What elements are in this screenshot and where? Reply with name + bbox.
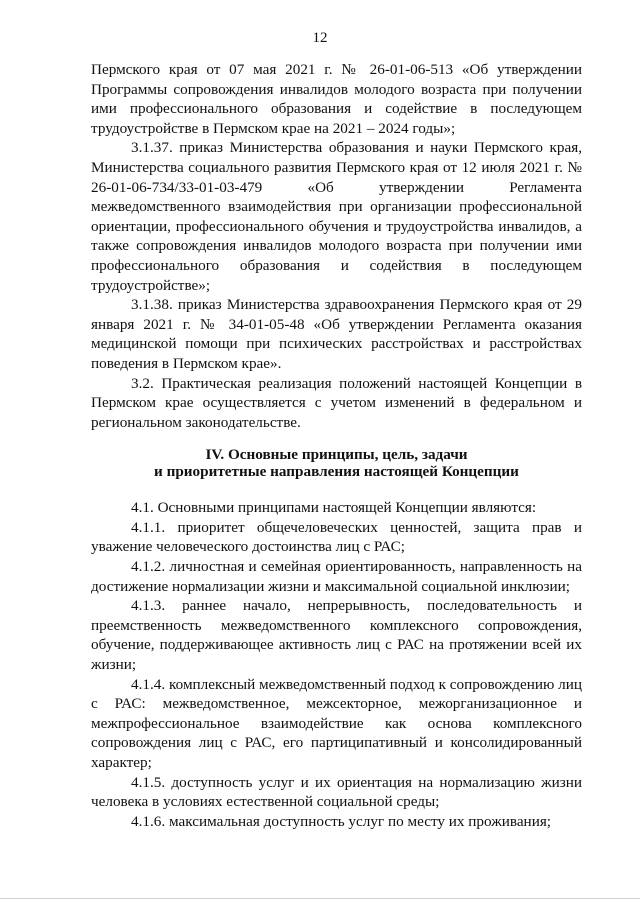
page-content	[91, 60, 582, 831]
section-heading-line-1: IV. Основные принципы, цель, задачи	[205, 446, 468, 464]
paragraph: 3.2. Практическая реализация положений настоящей Концепции в Пермском крае осуществляется с учетом изменений в федеральном и региональном законодательстве.	[91, 374, 582, 431]
paragraph: 4.1.6. максимальная доступность услуг по месту их проживания;	[131, 812, 552, 830]
paragraph: 4.1.2. личностная и семейная ориентированность, направленность на достижение нормализации жизни и максимальной социальной инклюзии;	[91, 558, 582, 595]
section-heading-line-2: и приоритетные направления настоящей Концепции	[154, 463, 519, 481]
paragraph: 4.1.4. комплексный межведомственный подход к сопровождению лиц с РАС: межведомственное, межсекторное, межорганизационное и межпрофессиональное взаимодействие как основа комплексного сопровождения лиц с РАС, его партиципативный и консолидированный характер;	[91, 675, 582, 771]
paragraph: 3.1.37. приказ Министерства образования и науки Пермского края, Министерства социального развития Пермского края от 12 июля 2021 г. № 26-01-06-734/33-01-03-479 «Об утверждении Регламента межведомственного взаимодействия при организации профессиональной ориентации, профессионального обучения и трудоустройства инвалидов, а также сопровождения инвалидов молодого возраста при получении ими профессионального образования и содействия в последующем трудоустройстве»;	[91, 139, 582, 294]
page-bottom-edge	[0, 898, 640, 899]
paragraph: 4.1.3. раннее начало, непрерывность, последовательность и преемственность межведомственного комплексного сопровождения, обучение, поддерживающее активность лиц с РАС на протяжении всей их жизни;	[91, 597, 582, 674]
paragraph: 4.1.1. приоритет общечеловеческих ценностей, защита прав и уважение человеческого достоинства лиц с РАС;	[91, 518, 582, 556]
paragraph: Пермского края от 07 мая 2021 г. № 26-01-06-513 «Об утверждении Программы сопровождения инвалидов молодого возраста при получении ими профессионального образования и содействие в последующем трудоустройстве в Пермском крае на 2021 – 2024 годы»;	[91, 61, 582, 137]
paragraph: 4.1. Основными принципами настоящей Концепции являются:	[131, 499, 537, 517]
page-number: 12	[312, 30, 328, 46]
section-heading	[91, 446, 582, 480]
paragraph: 4.1.5. доступность услуг и их ориентация на нормализацию жизни человека в условиях естественной социальной среды;	[91, 773, 582, 811]
paragraph: 3.1.38. приказ Министерства здравоохранения Пермского края от 29 января 2021 г. № 34-01-05-48 «Об утверждении Регламента оказания медицинской помощи при психических расстройствах и расстройствах поведения в Пермском крае».	[91, 296, 582, 372]
